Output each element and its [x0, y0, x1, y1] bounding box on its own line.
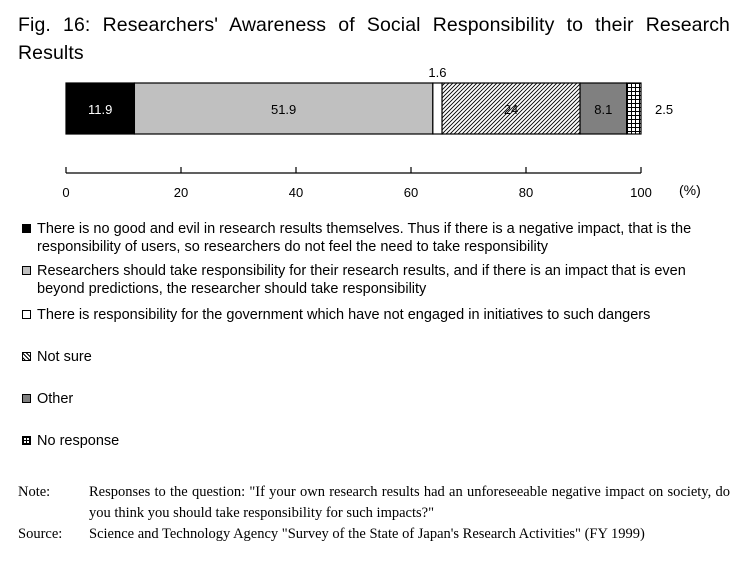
value-label: 24: [503, 102, 519, 117]
bar-segment-no-response: [627, 83, 641, 134]
source-row: [18, 524, 730, 545]
x-tick-label: 60: [403, 185, 419, 200]
value-label: 8.1: [594, 102, 613, 117]
chart-title: Fig. 16: Researchers' Awareness of Social Responsibility to their Research Results: [18, 14, 730, 64]
legend-swatch-black: [22, 224, 31, 233]
legend-item-no-response: [22, 432, 712, 450]
legend-swatch-grid: [22, 436, 31, 445]
value-label: 2.5: [655, 102, 674, 117]
legend-item-government: [22, 306, 712, 324]
legend-item-other: [22, 390, 712, 408]
bar-group: [66, 83, 641, 134]
note-text: Responses to the question: "If your own research results had an unforeseeable negative impact on society, do you think you should take responsibility for such impacts?": [89, 484, 730, 521]
legend-swatch-darkgray: [22, 394, 31, 403]
x-axis: [62, 167, 651, 200]
x-tick-label: 100: [630, 185, 652, 200]
value-label: 11.9: [88, 102, 113, 117]
value-label: 51.9: [270, 102, 297, 117]
legend-swatch-white: [22, 310, 31, 319]
legend-item-not-sure: [22, 348, 712, 366]
axis-unit-label: (%): [679, 182, 701, 198]
legend-item-no-good-evil: [22, 220, 712, 256]
notes-section: [18, 482, 730, 545]
stacked-bar-chart: [0, 0, 746, 215]
note-label: Note:: [18, 484, 51, 500]
note-row: [18, 482, 730, 524]
x-tick-label: 0: [62, 185, 70, 200]
legend-label: Researchers should take responsibility for their research results, and if there is an impact that is even beyond predictions, the researcher should take responsibility: [37, 263, 686, 297]
legend-label: There is responsibility for the government which have not engaged in initiatives to such dangers: [37, 307, 651, 323]
legend-swatch-lightgray: [22, 266, 31, 275]
legend-item-take-responsibility: [22, 262, 712, 298]
legend-label: There is no good and evil in research results themselves. Thus if there is a negative impact, that is the responsibility of users, so researchers do not feel the need to take responsibility: [37, 221, 692, 255]
legend-label: Not sure: [37, 349, 92, 365]
legend-label: No response: [37, 433, 120, 449]
source-label: Source:: [18, 526, 63, 542]
value-label: 1.6: [428, 65, 447, 80]
bar-segment-there-is-responsibility-for-th: [433, 83, 442, 134]
x-tick-label: 80: [518, 185, 534, 200]
legend-label: Other: [37, 391, 74, 407]
x-tick-label: 20: [173, 185, 189, 200]
legend-swatch-hatched: [22, 352, 31, 361]
source-text: Science and Technology Agency "Survey of the State of Japan's Research Activities" (FY 1999): [89, 526, 645, 542]
x-tick-label: 40: [288, 185, 304, 200]
